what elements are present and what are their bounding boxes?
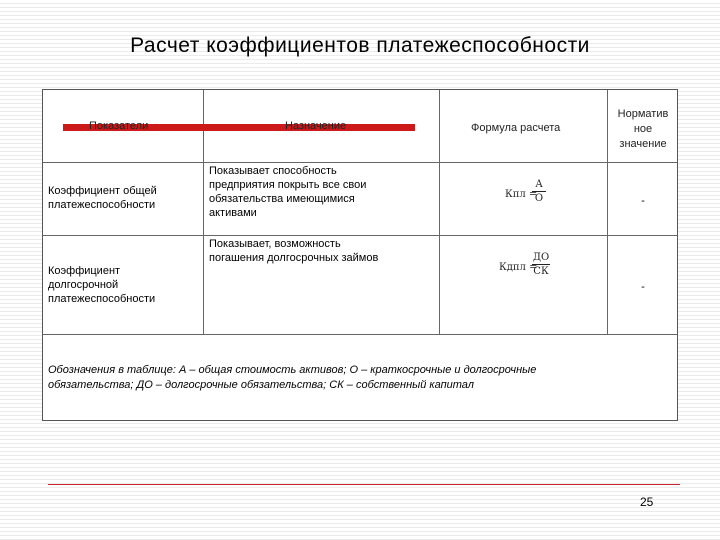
row2-purpose-line: Показывает, возможность: [209, 238, 341, 250]
header-formula: Формула расчета: [471, 122, 561, 134]
coefficients-table: [42, 89, 678, 421]
row1-purpose-line: Показывает способность: [209, 165, 337, 177]
row2-formula-fraction: [532, 252, 550, 277]
header-norm-line: ное: [633, 123, 653, 135]
page-number: 25: [640, 495, 654, 509]
row2-formula-numerator: ДО: [532, 252, 550, 263]
row1-purpose-line: активами: [209, 207, 257, 219]
row1-purpose-line: обязательства имеющимися: [209, 193, 355, 205]
table-notes: [48, 363, 668, 393]
row1-purpose-line: предприятия покрыть все свои: [209, 179, 367, 191]
row1-formula-denominator: О: [534, 193, 544, 204]
row2-name-line: Коэффициент: [48, 265, 121, 277]
row2-formula-lhs: Кдпл =: [499, 262, 538, 273]
row2-formula-denominator: СК: [533, 266, 549, 277]
notes-line: Обозначения в таблице: А – общая стоимость активов; О – краткосрочные и долгосрочные: [48, 364, 537, 376]
header-norm-line: Норматив: [617, 108, 669, 120]
notes-line: обязательства; ДО – долгосрочные обязательства; СК – собственный капитал: [48, 379, 475, 391]
fraction-bar: [532, 264, 550, 265]
fraction-bar: [532, 191, 546, 192]
page-title: Расчет коэффициентов платежеспособности: [130, 34, 590, 57]
row-divider: [43, 235, 677, 236]
row2-name-line: платежеспособности: [48, 293, 156, 305]
row2-name-line: долгосрочной: [48, 279, 119, 291]
row1-formula-lhs: Кпл =: [505, 189, 538, 200]
row1-name-line: Коэффициент общей: [48, 185, 157, 197]
row-divider: [43, 162, 677, 163]
row1-norm: -: [641, 195, 645, 207]
row1-formula-numerator: А: [535, 179, 543, 190]
header-purpose: Назначение: [285, 120, 347, 132]
footer-divider: [48, 484, 680, 485]
header-norm-line: значение: [619, 138, 667, 150]
row2-name: [48, 264, 155, 306]
row1-name-line: платежеспособности: [48, 199, 156, 211]
row2-purpose: [209, 237, 378, 265]
row2-purpose-line: погашения долгосрочных займов: [209, 252, 379, 264]
column-divider: [439, 90, 440, 334]
row1-name: [48, 184, 157, 212]
row1-purpose: [209, 164, 366, 220]
row1-formula-fraction: [532, 179, 546, 204]
header-norm: [607, 107, 679, 152]
row-divider: [43, 334, 677, 335]
header-indicators: Показатели: [89, 120, 149, 132]
row2-norm: -: [641, 281, 645, 293]
